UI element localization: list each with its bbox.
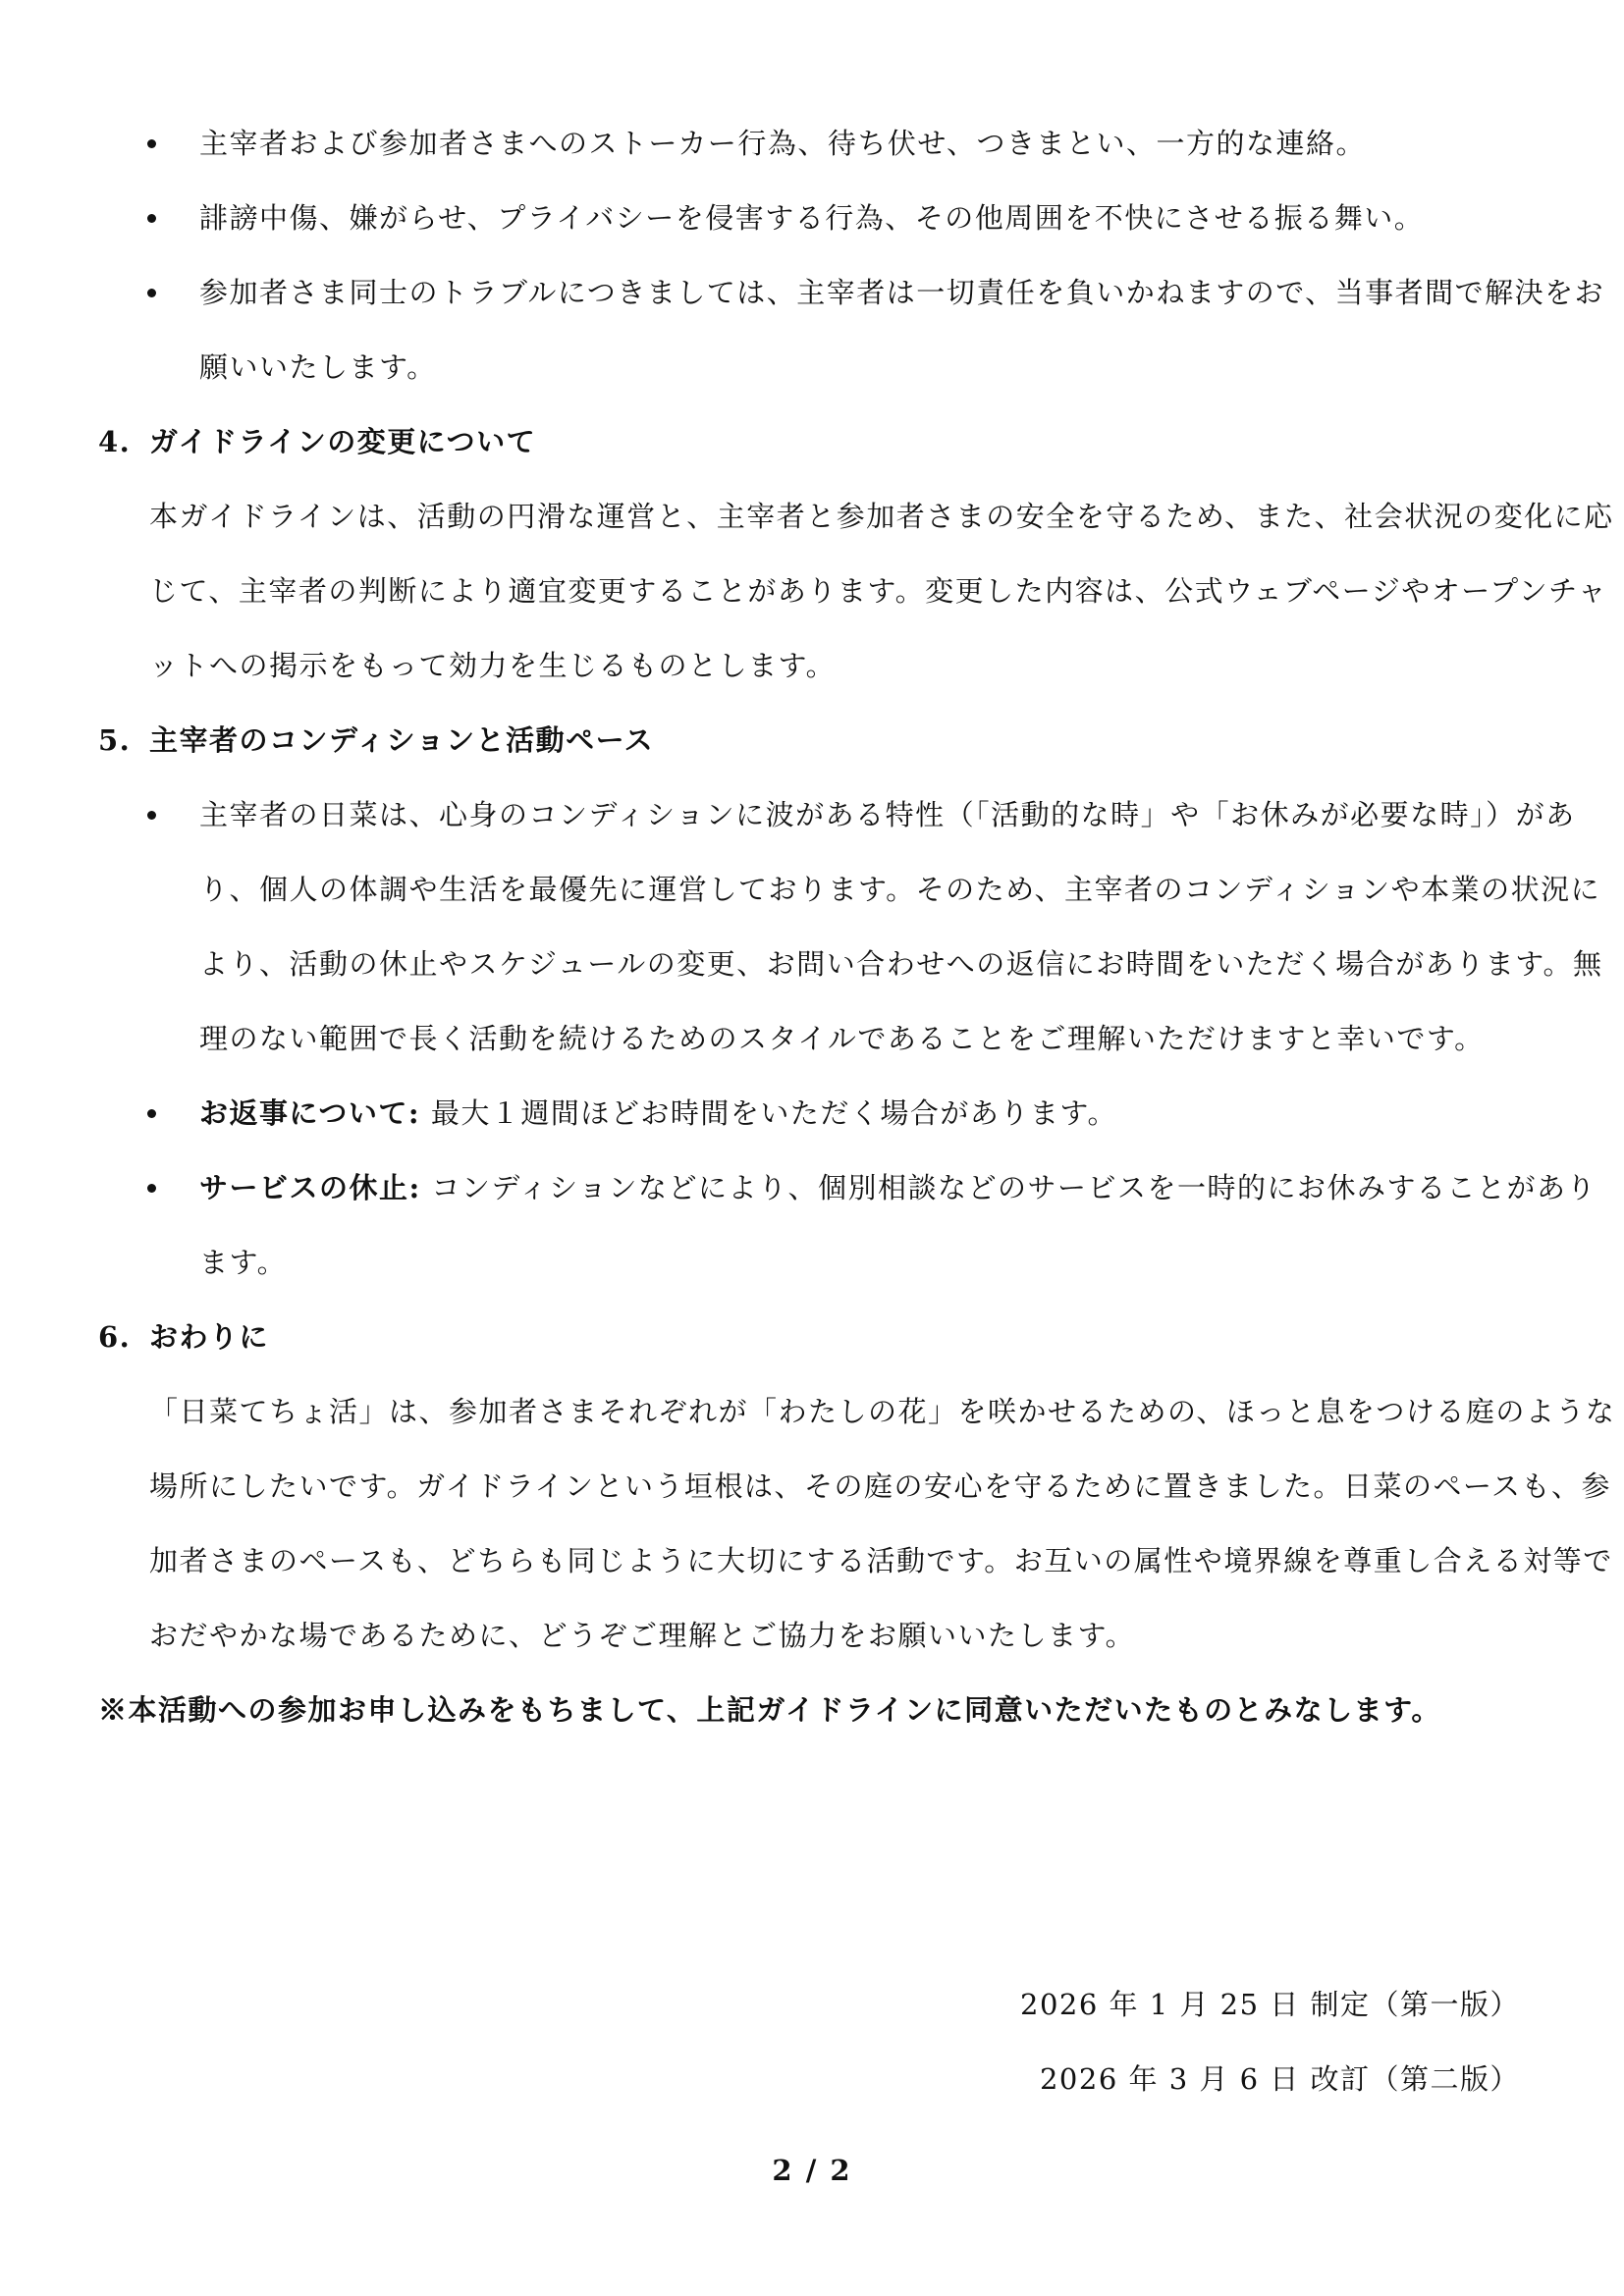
section-title: ガイドラインの変更について: [149, 425, 537, 458]
bullet-icon: [147, 289, 156, 297]
section-number: 5.: [98, 723, 132, 757]
section-title: おわりに: [149, 1320, 270, 1354]
prohibited-acts-list: [98, 106, 1605, 404]
revision-dates: [1020, 1967, 1520, 2116]
list-item-lead: お返事について:: [199, 1096, 421, 1130]
section-6-body: 「日菜てちょ活」は、参加者さまそれぞれが「わたしの花」を咲かせるための、ほっと息をつける庭のような場所にしたいです。ガイドラインという垣根は、その庭の安心を守るために置きました。日菜のペースも、参加者さまのペースも、どちらも同じように大切にする活動です。お互いの属性や境界線を尊重し合える対等でおだやかな場であるために、どうぞご理解とご協力をお願いいたします。: [149, 1395, 1616, 1652]
section-heading-6: [98, 1300, 1542, 1374]
enacted-date: 2026 年 1 月 25 日 制定（第一版）: [1020, 1988, 1520, 2021]
list-item-lead: サービスの休止:: [199, 1171, 421, 1204]
section-heading-4: [98, 404, 1542, 479]
section-title: 主宰者のコンディションと活動ペース: [149, 723, 655, 757]
bullet-icon: [147, 1109, 156, 1118]
bullet-icon: [147, 811, 156, 820]
list-item: [98, 181, 1623, 255]
section-number: 6.: [98, 1320, 132, 1354]
list-item-text: 最大１週間ほどお時間をいただく場合があります。: [420, 1096, 1118, 1130]
page-number: 2 / 2: [772, 2154, 852, 2187]
section-4-body: 本ガイドラインは、活動の円滑な運営と、主宰者と参加者さまの安全を守るため、また、社会状況の変化に応じて、主宰者の判断により適宜変更することがあります。変更した内容は、公式ウェブページやオープンチャットへの掲示をもって効力を生じるものとします。: [149, 500, 1614, 682]
bullet-icon: [147, 1184, 156, 1193]
section-number: 4.: [98, 425, 132, 458]
revised-date: 2026 年 3 月 6 日 改訂（第二版）: [1039, 2062, 1520, 2096]
section-heading-5: [98, 703, 1542, 777]
bullet-icon: [147, 139, 156, 148]
list-item-text: 誹謗中傷、嫌がらせ、プライバシーを侵害する行為、その他周囲を不快にさせる振る舞い。: [199, 201, 1425, 235]
list-item: [98, 1076, 1623, 1150]
list-item: [98, 255, 1623, 404]
list-item-text: 参加者さま同士のトラブルにつきましては、主宰者は一切責任を負いかねますので、当事者間で解決をお願いいたします。: [199, 276, 1605, 384]
document-content: [98, 106, 1616, 1747]
agreement-note: ※本活動への参加お申し込みをもちまして、上記ガイドラインに同意いただいたものとみなします。: [98, 1693, 1441, 1727]
bullet-icon: [147, 214, 156, 223]
list-item-text: コンディションなどにより、個別相談などのサービスを一時的にお休みすることがあります。: [199, 1171, 1597, 1279]
list-item-text: 主宰者および参加者さまへのストーカー行為、待ち伏せ、つきまとい、一方的な連絡。: [199, 127, 1367, 160]
list-item: [98, 106, 1623, 181]
list-item: [98, 1150, 1623, 1300]
list-item: [98, 777, 1623, 1076]
condition-list: [98, 777, 1603, 1300]
list-item-text: 主宰者の日菜は、心身のコンディションに波がある特性（「活動的な時」や「お休みが必要な時」）があり、個人の体調や生活を最優先に運営しております。そのため、主宰者のコンディションや本業の状況により、活動の休止やスケジュールの変更、お問い合わせへの返信にお時間をいただく場合があります。無理のない範囲で長く活動を続けるためのスタイルであることをご理解いただけますと幸いです。: [199, 798, 1603, 1055]
